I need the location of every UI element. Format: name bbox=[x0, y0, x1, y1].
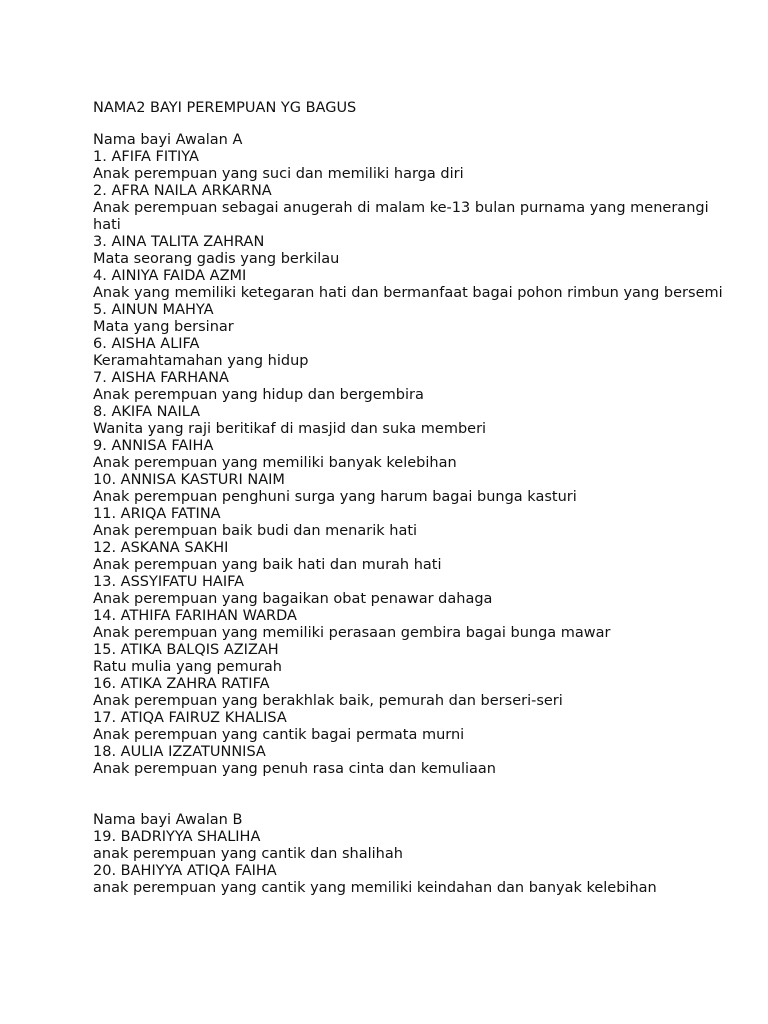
entry-meaning: Anak perempuan sebagai anugerah di malam ke-13 bulan purnama yang menerangi hati bbox=[93, 200, 709, 233]
entry-meaning: Wanita yang raji beritikaf di masjid dan suka memberi bbox=[93, 421, 487, 437]
entry-name: 8. AKIFA NAILA bbox=[93, 404, 201, 420]
entry-meaning: Anak perempuan yang cantik bagai permata murni bbox=[93, 727, 465, 743]
entry-name: 13. ASSYIFATU HAIFA bbox=[93, 574, 245, 590]
entry-name: 14. ATHIFA FARIHAN WARDA bbox=[93, 608, 297, 624]
entry-meaning: Ratu mulia yang pemurah bbox=[93, 659, 282, 675]
entry-name: 17. ATIQA FAIRUZ KHALISA bbox=[93, 710, 287, 726]
entry-meaning: Anak perempuan yang memiliki perasaan gembira bagai bunga mawar bbox=[93, 625, 611, 641]
document-page bbox=[93, 100, 733, 897]
entry-name: 1. AFIFA FITIYA bbox=[93, 149, 199, 165]
section-heading: Nama bayi Awalan B bbox=[93, 812, 243, 828]
entry-name: 4. AINIYA FAIDA AZMI bbox=[93, 268, 247, 284]
section bbox=[93, 132, 733, 778]
entry-meaning: Mata seorang gadis yang berkilau bbox=[93, 251, 340, 267]
entry-name: 16. ATIKA ZAHRA RATIFA bbox=[93, 676, 270, 692]
entry-meaning: anak perempuan yang cantik yang memiliki keindahan dan banyak kelebihan bbox=[93, 880, 657, 896]
entry-name: 9. ANNISA FAIHA bbox=[93, 438, 214, 454]
entry-meaning: Anak perempuan yang memiliki banyak kelebihan bbox=[93, 455, 457, 471]
document-title: NAMA2 BAYI PEREMPUAN YG BAGUS bbox=[93, 100, 357, 116]
section bbox=[93, 812, 733, 897]
entry-meaning: Anak perempuan yang suci dan memiliki harga diri bbox=[93, 166, 464, 182]
entry-name: 3. AINA TALITA ZAHRAN bbox=[93, 234, 265, 250]
entry-name: 15. ATIKA BALQIS AZIZAH bbox=[93, 642, 279, 658]
entry-meaning: Anak perempuan baik budi dan menarik hati bbox=[93, 523, 418, 539]
entry-meaning: Anak perempuan yang berakhlak baik, pemurah dan berseri-seri bbox=[93, 693, 563, 709]
entry-name: 5. AINUN MAHYA bbox=[93, 302, 214, 318]
entry-meaning: Mata yang bersinar bbox=[93, 319, 234, 335]
section-gap bbox=[93, 778, 733, 812]
section-heading: Nama bayi Awalan A bbox=[93, 132, 243, 148]
entry-name: 19. BADRIYYA SHALIHA bbox=[93, 829, 261, 845]
entry-meaning: Anak perempuan penghuni surga yang harum bagai bunga kasturi bbox=[93, 489, 577, 505]
entry-name: 10. ANNISA KASTURI NAIM bbox=[93, 472, 285, 488]
entry-meaning: Anak perempuan yang baik hati dan murah hati bbox=[93, 557, 442, 573]
entry-name: 12. ASKANA SAKHI bbox=[93, 540, 229, 556]
entry-meaning: Anak yang memiliki ketegaran hati dan bermanfaat bagai pohon rimbun yang bersemi bbox=[93, 285, 723, 301]
entry-name: 7. AISHA FARHANA bbox=[93, 370, 229, 386]
entry-meaning: Anak perempuan yang penuh rasa cinta dan kemuliaan bbox=[93, 761, 496, 777]
entry-name: 11. ARIQA FATINA bbox=[93, 506, 221, 522]
sections-container bbox=[93, 132, 733, 897]
entry-name: 18. AULIA IZZATUNNISA bbox=[93, 744, 266, 760]
entry-name: 20. BAHIYYA ATIQA FAIHA bbox=[93, 863, 277, 879]
entry-name: 2. AFRA NAILA ARKARNA bbox=[93, 183, 272, 199]
entry-meaning: Anak perempuan yang bagaikan obat penawar dahaga bbox=[93, 591, 493, 607]
entry-name: 6. AISHA ALIFA bbox=[93, 336, 200, 352]
entry-meaning: Keramahtamahan yang hidup bbox=[93, 353, 309, 369]
entry-meaning: Anak perempuan yang hidup dan bergembira bbox=[93, 387, 424, 403]
entry-meaning: anak perempuan yang cantik dan shalihah bbox=[93, 846, 403, 862]
